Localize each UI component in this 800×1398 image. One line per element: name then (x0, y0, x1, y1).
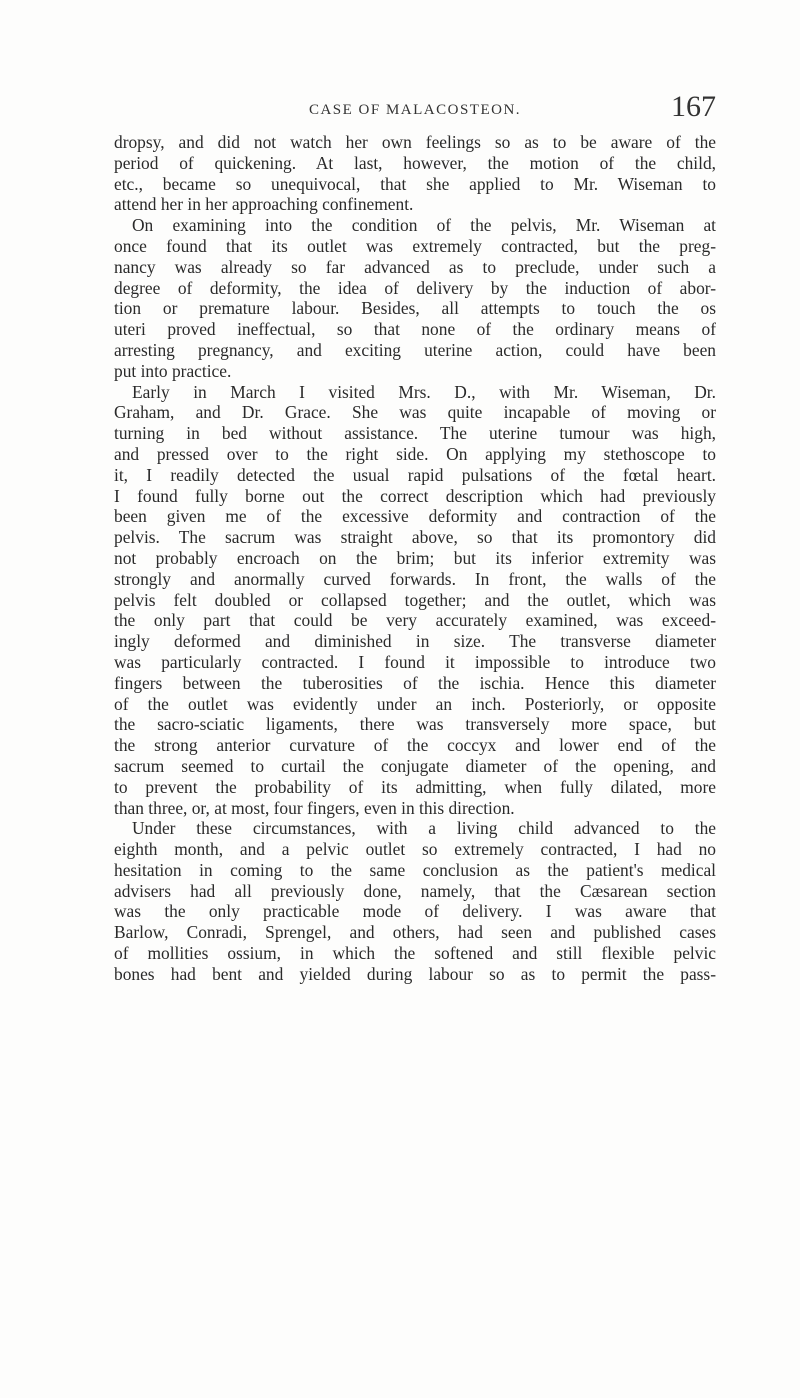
text-line: the sacro-sciatic ligaments, there was transversely more space, but (114, 714, 716, 735)
text-line: dropsy, and did not watch her own feelings so as to be aware of the (114, 132, 716, 152)
text-line: uteri proved ineffectual, so that none of the ordinary means of (114, 319, 716, 340)
text-line: Graham, and Dr. Grace. She was quite incapable of moving or (114, 402, 716, 423)
text-line: of the outlet was evidently under an inch. Posteriorly, or opposite (114, 693, 716, 714)
text-line: bones had bent and yielded during labour so as to permit the pass- (114, 963, 716, 984)
text-line: degree of deformity, the idea of delivery by the induction of abor- (114, 277, 716, 298)
text-line: Under these circumstances, with a living child advanced to the (132, 818, 716, 839)
text-line: tion or premature labour. Besides, all attempts to touch the os (114, 298, 716, 319)
text-line: ingly deformed and diminished in size. The transverse diameter (114, 631, 716, 652)
text-line: the strong anterior curvature of the coccyx and lower end of the (114, 735, 716, 756)
text-line: the only part that could be very accurately examined, was exceed- (114, 610, 716, 631)
text-line: I found fully borne out the correct description which had previously (114, 485, 716, 506)
text-line: pelvis. The sacrum was straight above, so that its promontory did (114, 527, 716, 548)
text-line: hesitation in coming to the same conclusion as the patient's medical (114, 859, 716, 880)
running-header (114, 88, 716, 128)
text-line: sacrum seemed to curtail the conjugate diameter of the opening, and (114, 755, 716, 776)
text-line: Barlow, Conradi, Sprengel, and others, had seen and published cases (114, 922, 716, 943)
text-line: attend her in her approaching confinement. (114, 194, 414, 215)
text-line: it, I readily detected the usual rapid pulsations of the fœtal heart. (114, 464, 716, 485)
text-line: and pressed over to the right side. On applying my stethoscope to (114, 443, 716, 464)
text-line: advisers had all previously done, namely, that the Cæsarean section (114, 880, 716, 901)
page-number: 167 (671, 90, 716, 123)
text-line: On examining into the condition of the pelvis, Mr. Wiseman at (132, 215, 716, 236)
body-text (114, 132, 716, 985)
text-line: period of quickening. At last, however, the motion of the child, (114, 152, 716, 173)
text-line: turning in bed without assistance. The uterine tumour was high, (114, 423, 716, 444)
text-line: to prevent the probability of its admitting, when fully dilated, more (114, 776, 716, 797)
text-line: of mollities ossium, in which the softened and still flexible pelvic (114, 943, 716, 964)
text-line: put into practice. (114, 360, 232, 381)
running-title: CASE OF MALACOSTEON. (308, 102, 522, 118)
text-line: nancy was already so far advanced as to preclude, under such a (114, 256, 716, 277)
text-line: arresting pregnancy, and exciting uterine action, could have been (114, 339, 716, 360)
text-line: once found that its outlet was extremely contracted, but the preg- (114, 235, 716, 256)
text-line: than three, or, at most, four fingers, even in this direction. (114, 797, 515, 818)
text-line: been given me of the excessive deformity and contraction of the (114, 506, 716, 527)
text-line: fingers between the tuberosities of the ischia. Hence this diameter (114, 672, 716, 693)
text-line: pelvis felt doubled or collapsed together; and the outlet, which was (114, 589, 716, 610)
text-line: was the only practicable mode of delivery. I was aware that (114, 901, 716, 922)
text-line: etc., became so unequivocal, that she applied to Mr. Wiseman to (114, 173, 716, 194)
text-line: Early in March I visited Mrs. D., with Mr. Wiseman, Dr. (132, 381, 716, 402)
text-line: eighth month, and a pelvic outlet so extremely contracted, I had no (114, 839, 716, 860)
text-line: strongly and anormally curved forwards. In front, the walls of the (114, 568, 716, 589)
text-line: was particularly contracted. I found it impossible to introduce two (114, 651, 716, 672)
text-line: not probably encroach on the brim; but its inferior extremity was (114, 547, 716, 568)
